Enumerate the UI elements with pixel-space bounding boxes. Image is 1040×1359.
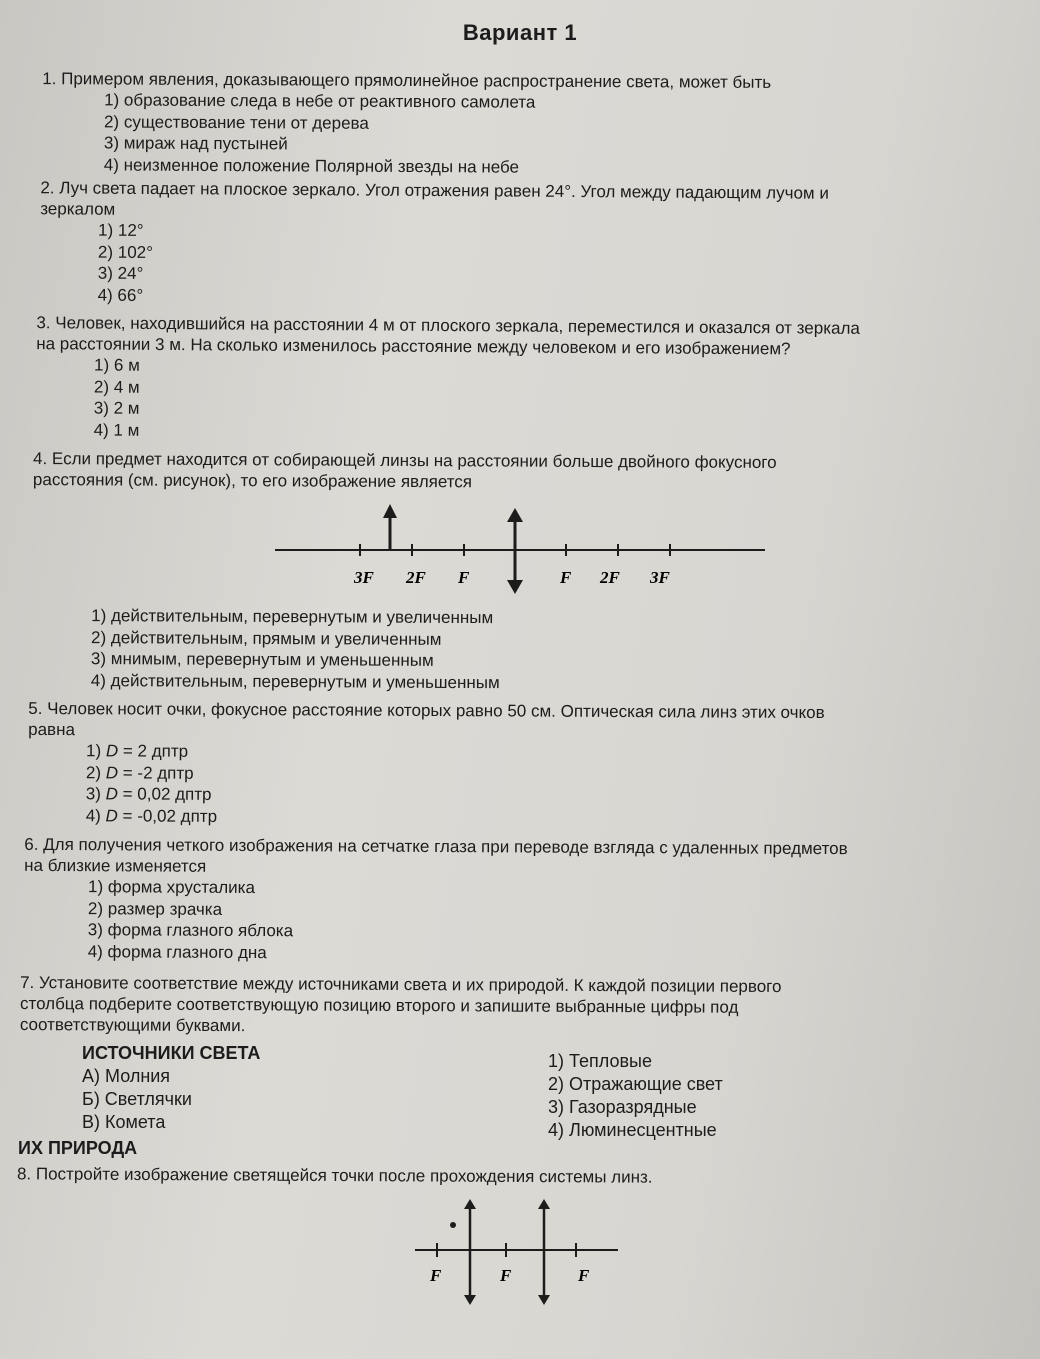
question-2	[40, 177, 829, 311]
question-4	[33, 448, 777, 494]
right-column-header: ИХ ПРИРОДА	[18, 1138, 138, 1158]
question-4-option-3: 3) мнимым, перевернутым и уменьшенным	[90, 649, 434, 670]
option-value: = 2 дптр	[118, 741, 189, 761]
question-4-stem-line-2: расстояния (см. рисунок), то его изображение является	[32, 470, 473, 492]
question-2-stem-line-2: зеркалом	[40, 199, 116, 219]
question-7-stem-line-1: 7. Установите соответствие между источниками света и их природой. К каждой позиции первого	[20, 973, 782, 996]
focus-label: F	[560, 568, 572, 587]
focus-label: F	[578, 1266, 590, 1285]
question-6-option-1: 1) форма хрусталика	[88, 877, 256, 898]
question-3-stem-line-2: на расстоянии 3 м. На сколько изменилось расстояние между человеком и его изображением?	[36, 334, 791, 359]
question-8	[17, 1163, 653, 1187]
question-7	[20, 972, 782, 1039]
question-1-option-1: 1) образование следа в небе от реактивного самолета	[104, 90, 536, 112]
question-2-option-3: 3) 24°	[97, 263, 144, 283]
right-column-item-3: 3) Газоразрядные	[548, 1097, 697, 1117]
question-6-option-3: 3) форма глазного яблока	[87, 920, 294, 941]
right-column-item-1: 1) Тепловые	[548, 1051, 652, 1071]
question-1-option-2: 2) существование тени от дерева	[103, 111, 369, 133]
question-6-option-2: 2) размер зрачка	[87, 898, 223, 919]
question-2-option-1: 1) 12°	[98, 220, 144, 240]
option-variable: D	[105, 762, 119, 782]
question-1	[42, 68, 772, 179]
question-4-option-4: 4) действительным, перевернутым и уменьшенным	[90, 670, 500, 692]
question-6	[24, 834, 848, 966]
question-4-option-1: 1) действительным, перевернутым и увеличенным	[91, 606, 494, 628]
question-6-stem-line-2: на близкие изменяется	[24, 855, 207, 876]
question-2-stem-line-1: 2. Луч света падает на плоское зеркало. Угол отражения равен 24°. Угол между падающим лучом и	[40, 178, 829, 203]
option-number: 3)	[85, 784, 106, 804]
question-8-stem: 8. Постройте изображение светящейся точки после прохождения системы линз.	[16, 1164, 653, 1187]
left-column-header: ИСТОЧНИКИ СВЕТА	[82, 1043, 261, 1063]
question-7-left-column	[82, 1042, 260, 1134]
lens-diagram-q4	[270, 500, 770, 600]
question-5-stem-line-2: равна	[28, 719, 76, 740]
focus-label: 2F	[406, 568, 426, 587]
question-5-option-4	[86, 805, 824, 830]
option-number: 1)	[86, 741, 106, 761]
question-3	[36, 312, 860, 446]
question-3-option-2: 2) 4 м	[93, 377, 140, 397]
option-value: = -2 дптр	[118, 762, 194, 783]
option-number: 2)	[85, 762, 106, 782]
right-column-item-2: 2) Отражающие свет	[548, 1074, 723, 1094]
option-number: 4)	[85, 805, 106, 825]
question-2-option-4: 4) 66°	[97, 285, 144, 305]
question-4-options	[33, 605, 500, 693]
question-7-right-column	[548, 1050, 723, 1142]
focus-label: F	[430, 1266, 442, 1285]
question-7-stem-line-3: соответствующими буквами.	[19, 1015, 246, 1036]
question-4-option-2: 2) действительным, прямым и увеличенным	[91, 627, 442, 649]
option-variable: D	[105, 805, 118, 825]
question-3-stem-line-1: 3. Человек, находившийся на расстоянии 4 м от плоского зеркала, переместился и оказался от зеркала	[36, 313, 860, 338]
question-3-option-1: 1) 6 м	[94, 355, 140, 375]
question-6-option-4: 4) форма глазного дна	[87, 941, 267, 962]
right-column-item-4: 4) Люминесцентные	[548, 1120, 717, 1140]
focus-label: 3F	[650, 568, 670, 587]
lens-system-diagram-q8	[410, 1195, 625, 1310]
question-1-stem: 1. Примером явления, доказывающего прямолинейное распространение света, может быть	[42, 69, 772, 92]
option-value: = -0,02 дптр	[117, 805, 218, 826]
left-column-item-c: В) Комета	[82, 1112, 166, 1132]
focus-label: 2F	[600, 568, 620, 587]
option-variable: D	[105, 784, 119, 804]
focus-label: F	[500, 1266, 512, 1285]
question-5-option-3	[86, 783, 824, 808]
question-6-stem-line-1: 6. Для получения четкого изображения на сетчатке глаза при переводе взгляда с удаленных предметов	[24, 834, 848, 859]
left-column-item-a: А) Молния	[82, 1066, 171, 1086]
focus-label: 3F	[354, 568, 374, 587]
page-title: Вариант 1	[462, 20, 578, 45]
question-4-stem-line-1: 4. Если предмет находится от собирающей линзы на расстоянии больше двойного фокусного	[33, 449, 777, 472]
luminous-point	[450, 1222, 456, 1228]
left-column-item-b: Б) Светлячки	[82, 1089, 192, 1109]
question-5	[28, 698, 825, 830]
question-3-option-3: 3) 2 м	[93, 398, 140, 418]
option-variable: D	[105, 741, 119, 761]
question-3-option-4: 4) 1 м	[93, 420, 140, 440]
question-5-stem-line-1: 5. Человек носит очки, фокусное расстояние которых равно 50 см. Оптическая сила линз этих очков	[28, 698, 825, 723]
focus-label: F	[458, 568, 470, 587]
question-1-option-4: 4) неизменное положение Полярной звезды на небе	[103, 154, 520, 177]
question-2-option-2: 2) 102°	[97, 242, 154, 262]
question-7-stem-line-2: столбца подберите соответствующую позицию второго и запишите выбранные цифры под	[19, 994, 739, 1017]
option-value: = 0,02 дптр	[117, 784, 212, 804]
question-1-option-3: 3) мираж над пустыней	[103, 133, 288, 154]
